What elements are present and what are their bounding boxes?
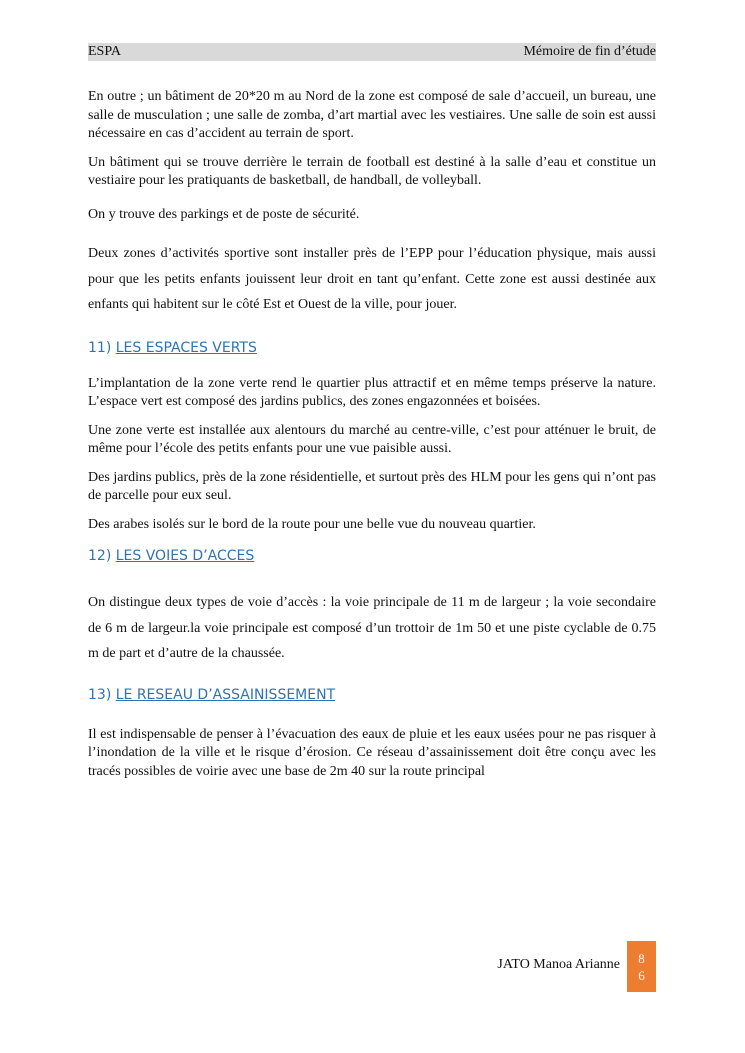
paragraph: Des arabes isolés sur le bord de la route pour une belle vue du nouveau quartier. (88, 516, 536, 532)
footer-author: JATO Manoa Arianne (497, 957, 620, 972)
page-body (88, 88, 656, 781)
paragraph: Deux zones d’activités sportive sont installer près de l’EPP pour l’éducation physique, mais aussi pour que les petits enfants jouissent leur droit en tant qu’enfant. Cette zone est aussi destinée aux enfants qui habitent sur le côté Est et Ouest de la ville, pour jouer. (88, 246, 656, 312)
heading-number: 12) (88, 548, 112, 564)
page-header (88, 43, 656, 61)
paragraph: L’implantation de la zone verte rend le quartier plus attractif et en même temps préserve la nature. L’espace vert est composé des jardins publics, des zones engazonnées et boisées. (88, 375, 656, 409)
header-left: ESPA (88, 44, 121, 59)
header-right: Mémoire de fin d’étude (523, 44, 656, 59)
paragraph: On y trouve des parkings et de poste de sécurité. (88, 206, 360, 222)
paragraph: Une zone verte est installée aux alentours du marché au centre-ville, c’est pour atténuer le bruit, de même pour l’école des petits enfants pour une vue paisible aussi. (88, 422, 656, 456)
page-number-badge (627, 941, 656, 992)
heading-number: 11) (88, 339, 112, 356)
heading-title: LE RESEAU D’ASSAINISSEMENT (115, 686, 336, 703)
paragraph: On distingue deux types de voie d’accès : la voie principale de 11 m de largeur ; la voie secondaire de 6 m de largeur.la voie principale est composé d’un trottoir de 1m 50 et une piste cyclable de 0.75 m de part et d’autre de la chaussée. (88, 595, 656, 661)
page-number-digit: 8 (638, 950, 645, 966)
paragraph: Des jardins publics, près de la zone résidentielle, et surtout près des HLM pour les gens qui n’ont pas de parcelle pour eux seul. (88, 469, 656, 503)
paragraph: Il est indispensable de penser à l’évacuation des eaux de pluie et les eaux usées pour ne pas risquer à l’inondation de la ville et le risque d’érosion. Ce réseau d’assainissement doit être conçu avec les tracés possibles de voirie avec une base de 2m 40 sur la route principal (88, 726, 656, 779)
heading-title: LES VOIES D’ACCES (115, 548, 255, 564)
section-heading-12 (88, 546, 656, 566)
paragraph: En outre ; un bâtiment de 20*20 m au Nord de la zone est composé de sale d’accueil, un bureau, une salle de musculation ; une salle de zomba, d’art martial avec les vestiaires. Une salle de soin est aussi nécessaire en cas d’accident au terrain de sport. (88, 89, 656, 141)
paragraph: Un bâtiment qui se trouve derrière le terrain de football est destiné à la salle d’eau et constitue un vestiaire pour les pratiquants de basketball, de handball, de volleyball. (88, 154, 656, 188)
heading-title: LES ESPACES VERTS (115, 339, 257, 356)
heading-number: 13) (88, 686, 112, 703)
section-heading-13 (88, 685, 656, 705)
section-heading-11 (88, 338, 656, 358)
page-number-digit: 6 (638, 967, 645, 983)
